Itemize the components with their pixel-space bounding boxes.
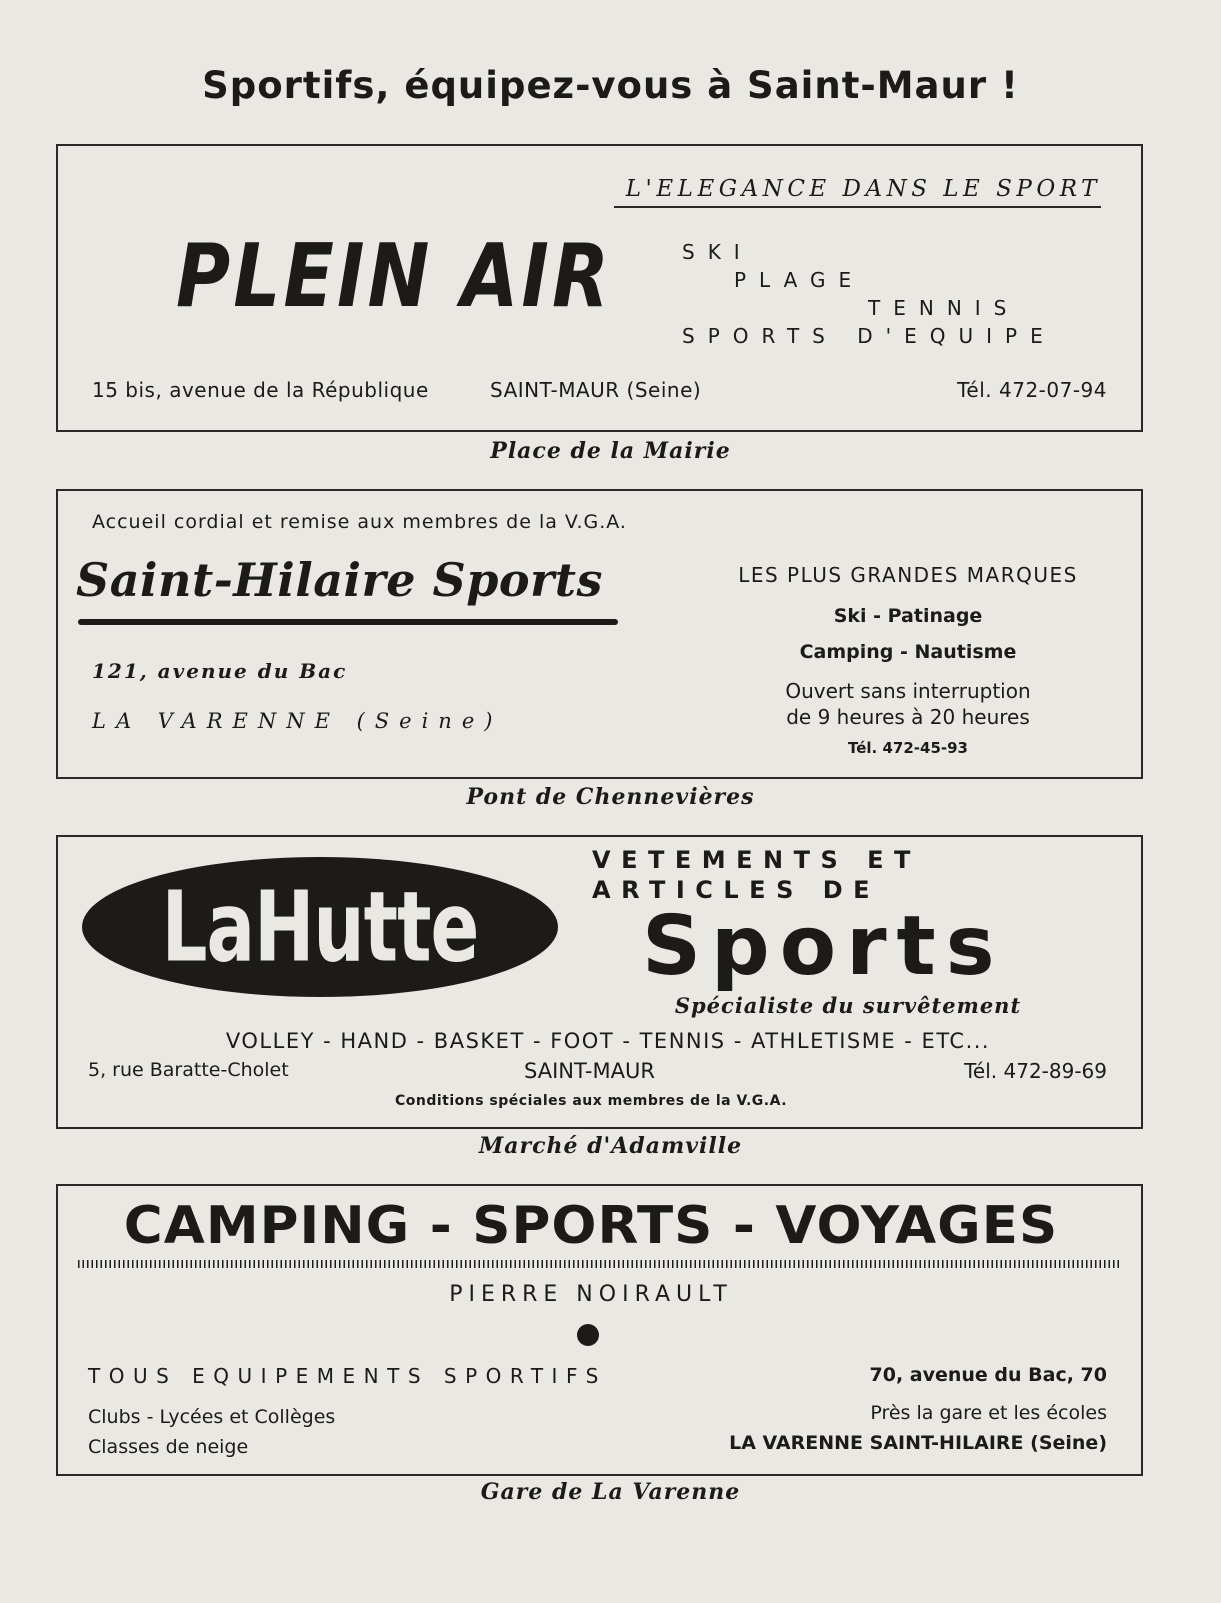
la-hutte-logo xyxy=(82,857,558,997)
equipments-line: TOUS EQUIPEMENTS SPORTIFS xyxy=(88,1364,607,1388)
caption-marche-adamville: Marché d'Adamville xyxy=(478,1133,743,1159)
store-name: Saint-Hilaire Sports xyxy=(76,553,603,607)
line-ski: SKI xyxy=(682,240,753,264)
camping-address: 70, avenue du Bac, 70 xyxy=(869,1364,1107,1386)
la-hutte-city: SAINT-MAUR xyxy=(524,1059,655,1083)
caption-place-de-la-mairie: Place de la Mairie xyxy=(490,438,731,464)
line-plage: PLAGE xyxy=(734,268,865,292)
ad-la-hutte xyxy=(56,835,1143,1129)
la-hutte-address: 5, rue Baratte-Cholet xyxy=(88,1059,289,1081)
camping-nautisme: Camping - Nautisme xyxy=(799,641,1017,663)
owner-name: PIERRE NOIRAULT xyxy=(449,1282,733,1307)
plein-air-slogan: L'ELEGANCE DANS LE SPORT xyxy=(625,176,1101,202)
specialist-line: Spécialiste du survêtement xyxy=(674,993,1022,1018)
ad-saint-hilaire-sports xyxy=(56,489,1143,779)
ad-plein-air xyxy=(56,144,1143,432)
tick-rule xyxy=(78,1260,1121,1268)
ad-camping-sports-voyages xyxy=(56,1184,1143,1476)
plein-air-logo: PLEIN AIR xyxy=(176,226,612,328)
sports-list: VOLLEY - HAND - BASKET - FOOT - TENNIS - ATHLETISME - ETC... xyxy=(225,1029,991,1053)
plein-air-city: SAINT-MAUR (Seine) xyxy=(490,378,702,402)
ski-patinage: Ski - Patinage xyxy=(833,605,983,627)
la-hutte-logo-text: LaHutte xyxy=(161,870,479,984)
opening-hours-2: de 9 heures à 20 heures xyxy=(786,705,1030,729)
page-title: Sportifs, équipez-vous à Saint-Maur ! xyxy=(202,64,1019,107)
vga-conditions: Conditions spéciales aux membres de la V.G.A. xyxy=(394,1093,788,1109)
classes-line: Classes de neige xyxy=(88,1436,249,1458)
welcome-note: Accueil cordial et remise aux membres de la V.G.A. xyxy=(92,511,627,533)
plein-air-phone: Tél. 472-07-94 xyxy=(957,378,1107,402)
line-sports-equipe: SPORTS D'EQUIPE xyxy=(682,324,1056,348)
store-address: 121, avenue du Bac xyxy=(92,659,348,683)
bullet-dot xyxy=(577,1324,599,1346)
clubs-line: Clubs - Lycées et Collèges xyxy=(88,1406,336,1428)
opening-hours-1: Ouvert sans interruption xyxy=(785,679,1031,703)
store-phone: Tél. 472-45-93 xyxy=(848,739,968,757)
slogan-underline xyxy=(614,206,1101,208)
la-hutte-phone: Tél. 472-89-69 xyxy=(964,1059,1107,1083)
caption-pont-de-chennevieres: Pont de Chennevières xyxy=(466,784,755,810)
plein-air-address: 15 bis, avenue de la République xyxy=(92,378,429,402)
vetements-heading: VETEMENTS ET ARTICLES DE xyxy=(592,846,921,904)
line-tennis: TENNIS xyxy=(868,296,1020,320)
camping-city: LA VARENNE SAINT-HILAIRE (Seine) xyxy=(729,1432,1107,1454)
brands-line: LES PLUS GRANDES MARQUES xyxy=(738,563,1078,587)
name-underline xyxy=(78,619,618,625)
caption-gare-la-varenne: Gare de La Varenne xyxy=(480,1479,741,1505)
near-station-line: Près la gare et les écoles xyxy=(870,1402,1107,1424)
store-city: LA VARENNE (Seine) xyxy=(92,709,503,733)
sports-word: Sports xyxy=(642,899,1005,994)
camping-heading: CAMPING - SPORTS - VOYAGES xyxy=(123,1196,1059,1256)
